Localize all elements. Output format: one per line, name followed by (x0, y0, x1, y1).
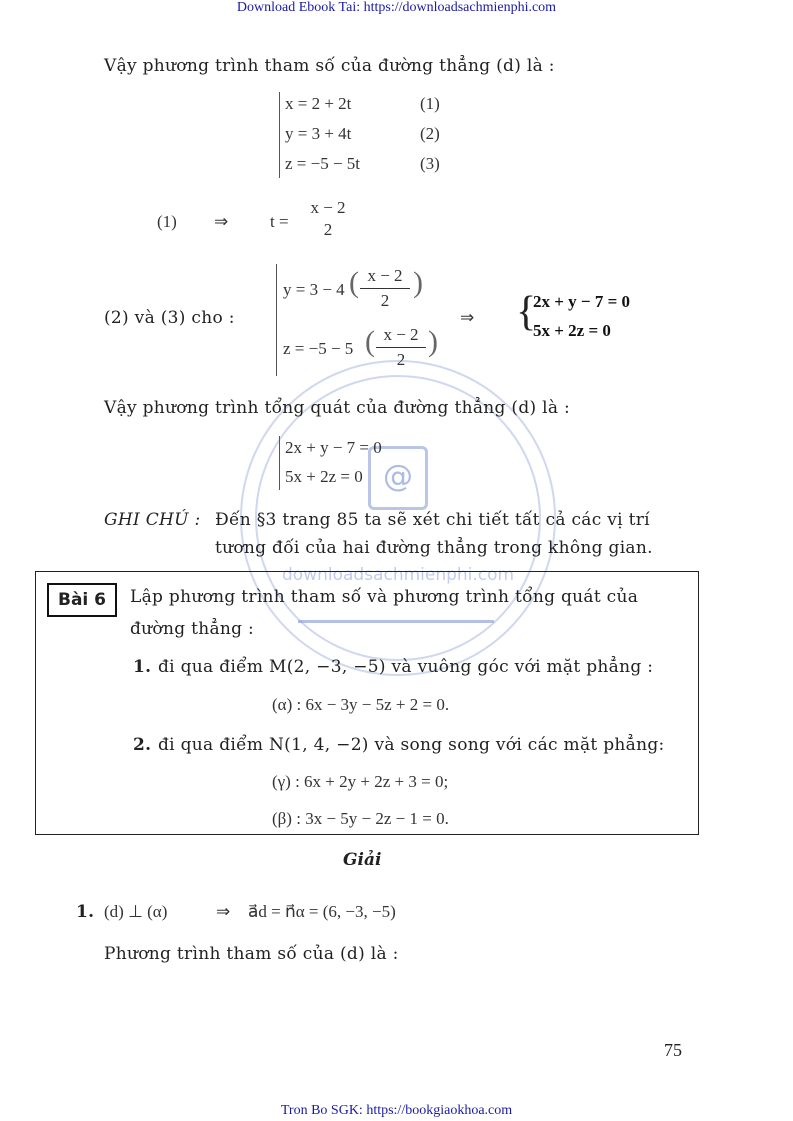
step1-fraction (305, 198, 351, 240)
solution-title: Giải (343, 850, 382, 870)
step1-numerator: x − 2 (310, 198, 346, 217)
result-eq2: 5x + 2z = 0 (533, 321, 611, 340)
step2-label: (2) và (3) cho : (104, 308, 235, 328)
step1-denominator: 2 (323, 220, 333, 239)
system-num-1: (1) (420, 94, 440, 113)
system-eq-z: z = −5 − 5t (285, 154, 361, 173)
exercise-badge: Bài 6 (47, 583, 117, 617)
note-line1: Đến §3 trang 85 ta sẽ xét chi tiết tất cả các vị trí (215, 510, 650, 530)
item1-text: đi qua điểm M(2, −3, −5) và vuông góc với mặt phẳng : (158, 657, 654, 677)
step2-y-denominator: 2 (380, 291, 390, 310)
general-eq1: 2x + y − 7 = 0 (285, 438, 382, 457)
system-eq-x: x = 2 + 2t (285, 94, 352, 113)
system-num-3: (3) (420, 154, 440, 173)
footer-bookgiaokhoa-link[interactable]: Tron Bo SGK: https://bookgiaokhoa.com (280, 1103, 513, 1118)
general-eq2: 5x + 2z = 0 (285, 467, 363, 486)
item2-plane-gamma: (γ) : 6x + 2y + 2z + 3 = 0; (272, 772, 449, 791)
system-eq-y: y = 3 + 4t (285, 124, 352, 143)
step2-z-paren-open: ( (365, 325, 375, 358)
header-download-link[interactable]: Download Ebook Tai: https://downloadsachmienphi.com (236, 0, 557, 15)
step2-z-fraction (376, 325, 426, 370)
step2-y-fraction (360, 266, 410, 311)
step2-y-lhs: y = 3 − 4 (283, 280, 345, 299)
parametric-intro: Vậy phương trình tham số của đường thẳng (d) là : (104, 56, 555, 76)
step1-lhs: t = (270, 212, 289, 231)
system-brace (279, 92, 280, 178)
item1-plane: (α) : 6x − 3y − 5z + 2 = 0. (272, 695, 450, 714)
item2-plane-beta: (β) : 3x − 5y − 2z − 1 = 0. (272, 809, 449, 828)
step2-arrow: ⇒ (460, 308, 475, 327)
general-brace (279, 436, 280, 490)
note-label: GHI CHÚ : (104, 510, 201, 530)
general-intro: Vậy phương trình tổng quát của đường thẳng (d) là : (104, 398, 571, 418)
watermark-email-icon: @ (368, 446, 428, 510)
item1-number: 1. (133, 657, 152, 677)
solution-line1-result: a⃗d = n⃗α = (6, −3, −5) (248, 902, 396, 921)
item2-number: 2. (133, 735, 152, 755)
solution-line1-arrow: ⇒ (216, 902, 231, 921)
note-line2: tương đối của hai đường thẳng trong không gian. (215, 538, 653, 558)
solution-line1-text: (d) ⊥ (α) (104, 902, 168, 921)
solution-line1-number: 1. (76, 902, 95, 922)
step1-label: (1) (157, 212, 177, 231)
step2-y-numerator: x − 2 (367, 266, 403, 285)
result-eq1: 2x + y − 7 = 0 (533, 292, 631, 311)
step2-y-paren-close: ) (413, 266, 423, 299)
system-num-2: (2) (420, 124, 440, 143)
exercise-statement-line1: Lập phương trình tham số và phương trình tổng quát của (130, 587, 639, 607)
step2-z-numerator: x − 2 (383, 325, 419, 344)
page-number: 75 (664, 1040, 682, 1060)
step2-z-denominator: 2 (396, 350, 406, 369)
step2-z-lhs: z = −5 − 5 (283, 339, 354, 358)
item2-text: đi qua điểm N(1, 4, −2) và song song với các mặt phẳng: (158, 735, 665, 755)
exercise-statement-line2: đường thẳng : (130, 619, 255, 639)
solution-line2: Phương trình tham số của (d) là : (104, 944, 399, 964)
step2-y-paren-open: ( (349, 266, 359, 299)
result-brace: { (516, 289, 537, 335)
step2-z-paren-close: ) (428, 325, 438, 358)
watermark-text: downloadsachmienphi.com (282, 565, 515, 585)
step1-arrow: ⇒ (214, 212, 229, 231)
step2-brace (276, 264, 277, 376)
